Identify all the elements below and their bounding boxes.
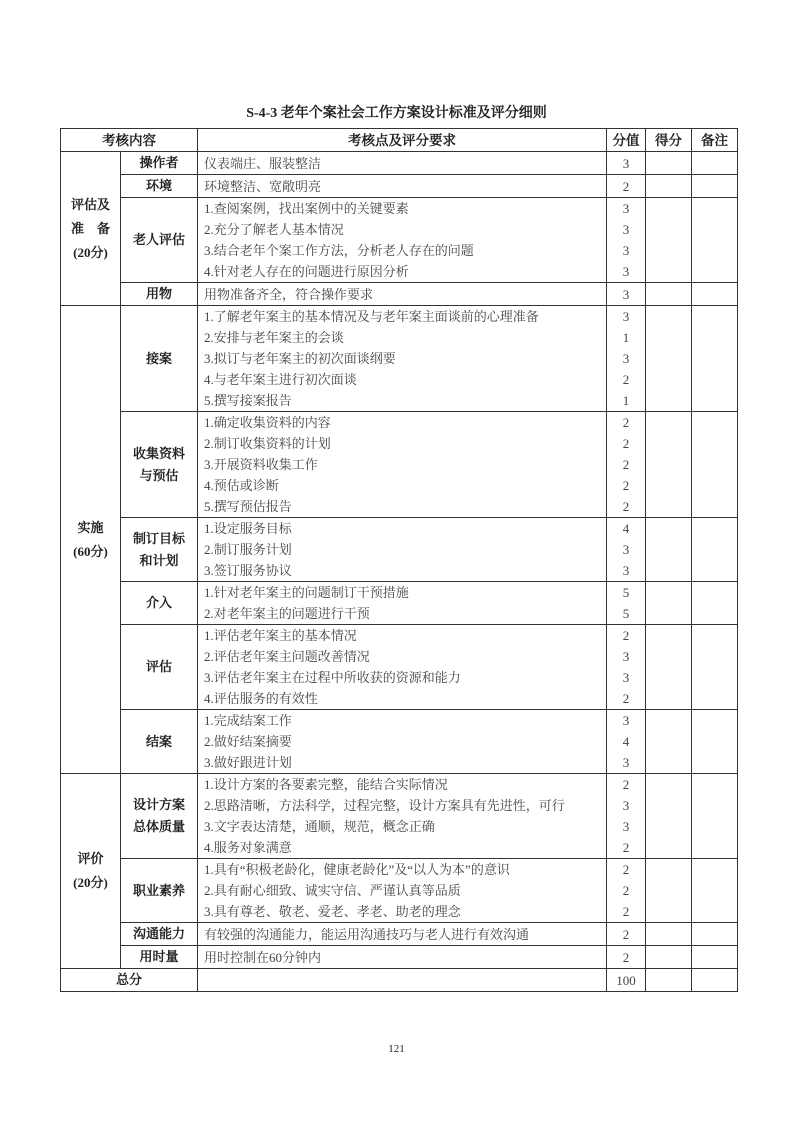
criterion-text: 有较强的沟通能力，能运用沟通技巧与老人进行有效沟通 xyxy=(198,923,607,946)
note-cell[interactable] xyxy=(692,412,738,434)
criterion-text: 2.充分了解老人基本情况 xyxy=(198,219,607,240)
score-input-cell[interactable] xyxy=(646,795,692,816)
score-value: 4 xyxy=(607,731,646,752)
criterion-text: 1.评估老年案主的基本情况 xyxy=(198,625,607,647)
note-cell[interactable] xyxy=(692,923,738,946)
score-input-cell[interactable] xyxy=(646,646,692,667)
score-input-cell[interactable] xyxy=(646,625,692,647)
note-cell[interactable] xyxy=(692,348,738,369)
score-value: 3 xyxy=(607,348,646,369)
note-cell[interactable] xyxy=(692,880,738,901)
note-cell[interactable] xyxy=(692,433,738,454)
total-row xyxy=(61,969,738,992)
score-input-cell[interactable] xyxy=(646,880,692,901)
criterion-text: 1.具有“积极老龄化，健康老龄化”及“以人为本”的意识 xyxy=(198,859,607,881)
note-cell[interactable] xyxy=(692,859,738,881)
score-input-cell[interactable] xyxy=(646,518,692,540)
score-value: 5 xyxy=(607,603,646,625)
score-value: 3 xyxy=(607,795,646,816)
score-input-cell[interactable] xyxy=(646,731,692,752)
criterion-text: 5.撰写预估报告 xyxy=(198,496,607,518)
table-row xyxy=(61,946,738,969)
note-cell[interactable] xyxy=(692,688,738,710)
score-value: 3 xyxy=(607,560,646,582)
note-cell[interactable] xyxy=(692,560,738,582)
note-cell[interactable] xyxy=(692,175,738,198)
criterion-text: 2.做好结案摘要 xyxy=(198,731,607,752)
section-label: 结案 xyxy=(121,710,198,774)
note-cell[interactable] xyxy=(692,710,738,732)
note-cell[interactable] xyxy=(692,240,738,261)
criterion-text: 仪表端庄、服装整洁 xyxy=(198,152,607,175)
score-input-cell[interactable] xyxy=(646,539,692,560)
table-row xyxy=(61,582,738,604)
criterion-text: 2.对老年案主的问题进行干预 xyxy=(198,603,607,625)
header-points: 考核点及评分要求 xyxy=(198,129,607,152)
score-value: 2 xyxy=(607,412,646,434)
section-label: 收集资料 与预估 xyxy=(121,412,198,518)
criterion-text: 4.与老年案主进行初次面谈 xyxy=(198,369,607,390)
note-cell[interactable] xyxy=(692,752,738,774)
criterion-text: 1.确定收集资料的内容 xyxy=(198,412,607,434)
score-value: 3 xyxy=(607,306,646,328)
score-input-cell[interactable] xyxy=(646,816,692,837)
score-value: 3 xyxy=(607,667,646,688)
note-cell[interactable] xyxy=(692,152,738,175)
table-row xyxy=(61,923,738,946)
criterion-text: 2.思路清晰，方法科学，过程完整，设计方案具有先进性，可行 xyxy=(198,795,607,816)
group-label: 评价 (20分) xyxy=(61,774,121,969)
score-input-cell[interactable] xyxy=(646,390,692,412)
score-value: 2 xyxy=(607,688,646,710)
criterion-text: 3.拟订与老年案主的初次面谈纲要 xyxy=(198,348,607,369)
score-input-cell[interactable] xyxy=(646,412,692,434)
note-cell[interactable] xyxy=(692,518,738,540)
total-label: 总分 xyxy=(61,969,198,992)
note-cell[interactable] xyxy=(692,582,738,604)
score-value: 2 xyxy=(607,625,646,647)
criterion-text: 3.开展资料收集工作 xyxy=(198,454,607,475)
score-value: 2 xyxy=(607,175,646,198)
table-row xyxy=(61,625,738,647)
score-value: 3 xyxy=(607,752,646,774)
criterion-text: 环境整洁、宽敞明亮 xyxy=(198,175,607,198)
section-label: 操作者 xyxy=(121,152,198,175)
note-cell[interactable] xyxy=(692,475,738,496)
section-label: 老人评估 xyxy=(121,198,198,283)
score-input-cell[interactable] xyxy=(646,327,692,348)
criterion-text: 3.评估老年案主在过程中所收获的资源和能力 xyxy=(198,667,607,688)
criterion-text: 2.制订服务计划 xyxy=(198,539,607,560)
score-value: 2 xyxy=(607,475,646,496)
score-value: 2 xyxy=(607,923,646,946)
score-input-cell[interactable] xyxy=(646,261,692,283)
score-input-cell[interactable] xyxy=(646,454,692,475)
note-cell[interactable] xyxy=(692,198,738,220)
note-cell[interactable] xyxy=(692,306,738,328)
score-input-cell[interactable] xyxy=(646,240,692,261)
score-input-cell[interactable] xyxy=(646,175,692,198)
criterion-text: 2.制订收集资料的计划 xyxy=(198,433,607,454)
group-label: 评估及 准 备 (20分) xyxy=(61,152,121,306)
score-value: 3 xyxy=(607,539,646,560)
criterion-text: 5.撰写接案报告 xyxy=(198,390,607,412)
header-content: 考核内容 xyxy=(61,129,198,152)
section-label: 用时量 xyxy=(121,946,198,969)
header-note: 备注 xyxy=(692,129,738,152)
table-row xyxy=(61,283,738,306)
note-cell[interactable] xyxy=(692,539,738,560)
score-value: 2 xyxy=(607,837,646,859)
table-row xyxy=(61,859,738,881)
score-value: 2 xyxy=(607,880,646,901)
table-row xyxy=(61,710,738,732)
score-value: 3 xyxy=(607,646,646,667)
score-input-cell[interactable] xyxy=(646,901,692,923)
score-value: 1 xyxy=(607,327,646,348)
criterion-text: 1.针对老年案主的问题制订干预措施 xyxy=(198,582,607,604)
note-cell[interactable] xyxy=(692,646,738,667)
total-note-cell[interactable] xyxy=(692,969,738,992)
criterion-text: 4.预估或诊断 xyxy=(198,475,607,496)
score-value: 2 xyxy=(607,433,646,454)
score-value: 2 xyxy=(607,946,646,969)
criterion-text: 1.查阅案例，找出案例中的关键要素 xyxy=(198,198,607,220)
note-cell[interactable] xyxy=(692,774,738,796)
score-value: 2 xyxy=(607,369,646,390)
table-row xyxy=(61,306,738,328)
criterion-text: 4.服务对象满意 xyxy=(198,837,607,859)
score-input-cell[interactable] xyxy=(646,837,692,859)
score-input-cell[interactable] xyxy=(646,198,692,220)
section-label: 环境 xyxy=(121,175,198,198)
table-row xyxy=(61,774,738,796)
criterion-text: 用时控制在60分钟内 xyxy=(198,946,607,969)
criterion-text: 2.安排与老年案主的会谈 xyxy=(198,327,607,348)
total-value: 100 xyxy=(607,969,646,992)
score-input-cell[interactable] xyxy=(646,348,692,369)
score-value: 3 xyxy=(607,240,646,261)
score-value: 1 xyxy=(607,390,646,412)
score-input-cell[interactable] xyxy=(646,923,692,946)
criterion-text: 1.设计方案的各要素完整，能结合实际情况 xyxy=(198,774,607,796)
total-score-cell[interactable] xyxy=(646,969,692,992)
criterion-text: 3.具有尊老、敬老、爱老、孝老、助老的理念 xyxy=(198,901,607,923)
group-label: 实施 (60分) xyxy=(61,306,121,774)
criterion-text: 1.完成结案工作 xyxy=(198,710,607,732)
section-label: 用物 xyxy=(121,283,198,306)
note-cell[interactable] xyxy=(692,625,738,647)
document-title: S-4-3 老年个案社会工作方案设计标准及评分细则 xyxy=(246,106,547,121)
score-input-cell[interactable] xyxy=(646,152,692,175)
criterion-text: 1.设定服务目标 xyxy=(198,518,607,540)
note-cell[interactable] xyxy=(692,901,738,923)
score-value: 2 xyxy=(607,496,646,518)
criterion-text: 3.签订服务协议 xyxy=(198,560,607,582)
note-cell[interactable] xyxy=(692,369,738,390)
score-input-cell[interactable] xyxy=(646,475,692,496)
note-cell[interactable] xyxy=(692,219,738,240)
section-label: 接案 xyxy=(121,306,198,412)
score-value: 3 xyxy=(607,152,646,175)
score-input-cell[interactable] xyxy=(646,688,692,710)
note-cell[interactable] xyxy=(692,837,738,859)
section-label: 介入 xyxy=(121,582,198,625)
score-value: 3 xyxy=(607,816,646,837)
score-input-cell[interactable] xyxy=(646,582,692,604)
note-cell[interactable] xyxy=(692,454,738,475)
header-score: 得分 xyxy=(646,129,692,152)
table-row xyxy=(61,198,738,220)
score-value: 4 xyxy=(607,518,646,540)
score-input-cell[interactable] xyxy=(646,433,692,454)
table-row xyxy=(61,518,738,540)
score-value: 3 xyxy=(607,219,646,240)
note-cell[interactable] xyxy=(692,946,738,969)
score-input-cell[interactable] xyxy=(646,283,692,306)
criterion-text: 3.结合老年个案工作方法，分析老人存在的问题 xyxy=(198,240,607,261)
score-value: 2 xyxy=(607,901,646,923)
criterion-text: 3.文字表达清楚，通顺，规范，概念正确 xyxy=(198,816,607,837)
score-value: 3 xyxy=(607,261,646,283)
note-cell[interactable] xyxy=(692,283,738,306)
section-label: 设计方案 总体质量 xyxy=(121,774,198,859)
note-cell[interactable] xyxy=(692,390,738,412)
criterion-text: 3.做好跟进计划 xyxy=(198,752,607,774)
score-input-cell[interactable] xyxy=(646,774,692,796)
note-cell[interactable] xyxy=(692,795,738,816)
section-label: 职业素养 xyxy=(121,859,198,923)
table-row xyxy=(61,152,738,175)
section-label: 沟通能力 xyxy=(121,923,198,946)
score-input-cell[interactable] xyxy=(646,496,692,518)
criterion-text: 用物准备齐全，符合操作要求 xyxy=(198,283,607,306)
table-row xyxy=(61,412,738,434)
score-value: 3 xyxy=(607,283,646,306)
section-label: 评估 xyxy=(121,625,198,710)
score-input-cell[interactable] xyxy=(646,306,692,328)
score-value: 3 xyxy=(607,198,646,220)
criterion-text: 2.评估老年案主问题改善情况 xyxy=(198,646,607,667)
score-input-cell[interactable] xyxy=(646,752,692,774)
score-input-cell[interactable] xyxy=(646,667,692,688)
page-number: 121 xyxy=(388,1043,405,1055)
criterion-text: 1.了解老年案主的基本情况及与老年案主面谈前的心理准备 xyxy=(198,306,607,328)
criterion-text: 2.具有耐心细致、诚实守信、严谨认真等品质 xyxy=(198,880,607,901)
note-cell[interactable] xyxy=(692,261,738,283)
scoring-table xyxy=(60,128,738,992)
score-input-cell[interactable] xyxy=(646,560,692,582)
note-cell[interactable] xyxy=(692,603,738,625)
note-cell[interactable] xyxy=(692,667,738,688)
score-value: 2 xyxy=(607,859,646,881)
header-value: 分值 xyxy=(607,129,646,152)
note-cell[interactable] xyxy=(692,496,738,518)
note-cell[interactable] xyxy=(692,327,738,348)
section-label: 制订目标 和计划 xyxy=(121,518,198,582)
score-input-cell[interactable] xyxy=(646,369,692,390)
score-value: 2 xyxy=(607,774,646,796)
score-input-cell[interactable] xyxy=(646,946,692,969)
total-blank xyxy=(198,969,607,992)
score-input-cell[interactable] xyxy=(646,859,692,881)
score-value: 3 xyxy=(607,710,646,732)
table-row xyxy=(61,175,738,198)
score-value: 2 xyxy=(607,454,646,475)
note-cell[interactable] xyxy=(692,816,738,837)
score-value: 5 xyxy=(607,582,646,604)
score-input-cell[interactable] xyxy=(646,219,692,240)
score-input-cell[interactable] xyxy=(646,603,692,625)
note-cell[interactable] xyxy=(692,731,738,752)
table-header-row xyxy=(61,129,738,152)
criterion-text: 4.针对老人存在的问题进行原因分析 xyxy=(198,261,607,283)
criterion-text: 4.评估服务的有效性 xyxy=(198,688,607,710)
score-input-cell[interactable] xyxy=(646,710,692,732)
